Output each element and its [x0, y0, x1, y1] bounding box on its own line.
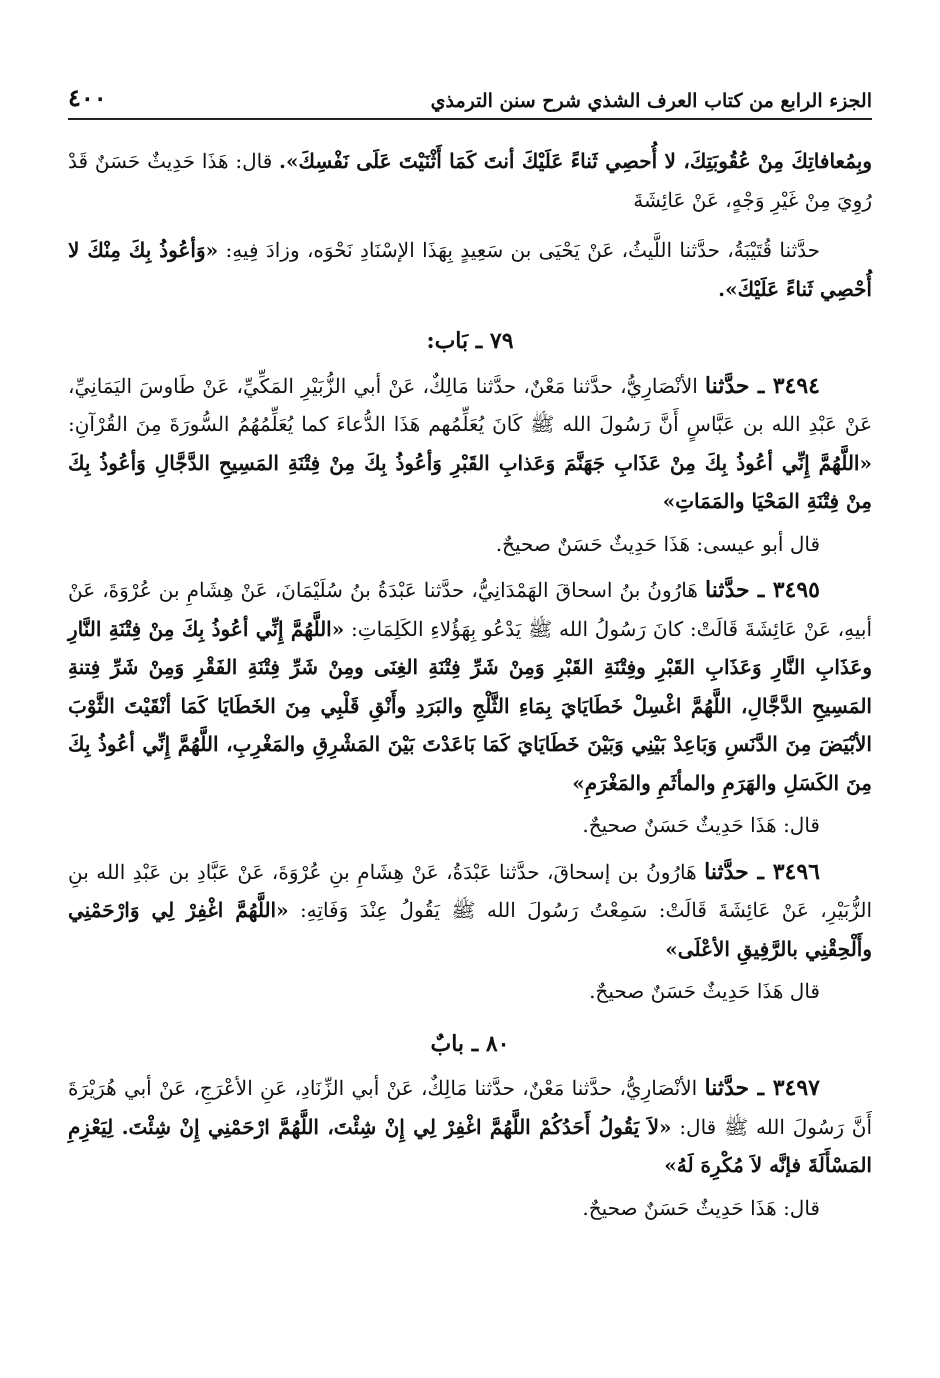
running-title: الجزء الرابع من كتاب العرف الشذي شرح سنن الترمذي — [430, 90, 872, 112]
hadith-chain: هَارُونُ بنُ اسحاقَ الهَمْدَانِيُّ، حدَّثنا عَبْدَةُ بنُ سُلَيْمَانَ، عَنْ هِشَامِ بن عُرْوَةَ، عَنْ أبيهِ، عَنْ عَائِشَةَ قَالَتْ: كانَ رَسُولُ الله ﷺ يَدْعُو بِهَؤُلاءِ الكَلِمَاتِ: — [68, 578, 873, 641]
hadith-3494 — [68, 367, 872, 521]
hadith-number: ٣٤٩٦ ـ حدَّثنا — [704, 858, 820, 885]
hadith-supplication: «اللَّهُمَّ اغْفِرْ لِي وَارْحَمْنِي وأَلْحِقْنِي بالرَّفِيقِ الأعْلَى» — [68, 898, 872, 961]
second-text: حدَّثنا قُتَيْبَةُ، حدَّثنا اللَّيثُ، عَنْ يَحْيَى بن سَعِيدٍ بِهَذَا الإسْنَادِ نَحْوَه، وزادَ فِيهِ: — [218, 238, 820, 262]
hadith-verdict: قال: هَذَا حَدِيثٌ حَسَنٌ صحيحٌ. — [582, 1195, 820, 1220]
body-text — [68, 142, 872, 1235]
hadith-chain: الأنْصَارِيُّ، حدَّثنا مَعْنٌ، حدَّثنا مَالِكٌ، عَنْ أبي الزِّنَادِ، عَنِ الأعْرَجِ، عَنْ أبي هُرَيْرَةَ أَنَّ رَسُولَ الله ﷺ قال: — [68, 1076, 872, 1139]
chapter-heading-80: ٨٠ ـ بابٌ — [430, 1030, 510, 1057]
running-header — [68, 76, 872, 120]
hadith-supplication: «اللَّهُمَّ إِنِّي أعُوذُ بِكَ مِنْ عَذَابِ جَهَنَّمَ وَعَذابِ القَبْرِ وَأعُوذُ بِكَ مِنْ فِتْنَةِ المَسِيحِ الدَّجَّالِ وَأعُوذُ بِكَ مِنْ فِتْنَةِ المَحْيَا والمَمَاتِ» — [68, 450, 872, 513]
intro-paragraph — [68, 142, 872, 219]
hadith-supplication: «اللَّهُمَّ إِنِّي أعُوذُ بِكَ مِنْ فِتْنَةِ النَّارِ وعَذَابِ النَّارِ وَعَذَابِ القَبْرِ وفِتْنَةِ القَبْرِ وَمِنْ شَرِّ فِتْنَةِ الغِنَى ومِنْ شَرِّ فِتْنَةِ الفَقْرِ وَمِنْ شَرِّ فِتنةِ المَسِيحِ الدَّجَّالِ، اللَّهُمَّ اغْسِلْ خَطَايَايَ بِمَاءِ الثَّلْجِ والبَرَدِ وأَنْقِ قَلْبِي مِنَ الخَطَايَا كَمَا أنْقَيْتَ الثَّوْبَ الأبْيَضَ مِنَ الدَّنَسِ وَبَاعِدْ بَيْنِي وَبَيْنَ خَطَايَايَ كَمَا بَاعَدْتَ بَيْنَ المَشْرِقِ والمَغْرِبِ، اللَّهُمَّ إِنِّي أعُوذُ بِكَ مِنَ الكَسَلِ والهَرَمِ والمأثَمِ والمَغْرَمِ» — [68, 616, 872, 795]
page-number: ٤٠٠ — [68, 83, 107, 112]
hadith-verdict: قال هَذَا حَدِيثٌ حَسَنٌ صحيحٌ. — [589, 979, 820, 1003]
hadith-supplication: «لاَ يَقُولُ أَحَدُكُمْ اللَّهُمَّ اغْفِرْ لِي إِنْ شِئْتَ، اللَّهُمَّ ارْحَمْنِي إِنْ شِئْتَ. لِيَعْزِمِ المَسْأَلَةَ فإنَّه لاَ مُكْرِهَ لَهُ» — [68, 1114, 872, 1177]
hadith-number: ٣٤٩٥ ـ حدَّثنا — [704, 577, 820, 603]
hadith-number: ٣٤٩٧ ـ حدَّثنا — [704, 1075, 820, 1101]
second-paragraph — [68, 231, 872, 308]
intro-supplication: وبِمُعافاتِكَ مِنْ عُقُوبَتِكَ، لا أُحصِي ثَناءً عَلَيْكَ أنتَ كَمَا أَثْنَيْتَ عَلَى نَفْسِكَ». — [279, 149, 872, 173]
hadith-verdict: قال أبو عيسى: هَذَا حَدِيثٌ حَسَنٌ صحيحٌ. — [495, 531, 820, 556]
hadith-number: ٣٤٩٤ ـ حدَّثنا — [704, 372, 820, 399]
hadith-3495 — [68, 571, 872, 802]
hadith-3496 — [68, 853, 872, 969]
hadith-chain: الأنْصَارِيُّ، حدَّثنا مَعْنٌ، حدَّثنا مَالِكٌ، عَنْ أبي الزُّبَيْرِ المَكِّيِّ، عَنْ طَاوسَ اليَمَانِيِّ، عَنْ عَبْدِ الله بن عَبَّاسٍ أَنَّ رَسُولَ الله ﷺ كَانَ يُعَلِّمُهم هَذَا الدُّعاءَ كما يُعَلِّمُهُمُ السُّورَةَ مِنَ القُرْآنِ: — [68, 373, 872, 436]
intro-text: قال: هَذَا حَدِيثٌ حَسَنٌ قَدْ رُوِيَ مِنْ غَيْرِ وَجْهٍ، عَنْ عَائِشَةَ — [68, 149, 872, 212]
hadith-chain: هَارُونُ بن إسحاقَ، حدَّثنا عَبْدَةُ، عَنْ هِشَامِ بنِ عُرْوَةَ، عَنْ عَبَّادِ بن عَبْدِ الله بنِ الزُّبَيْرِ، عَنْ عَائِشَةَ قَالَتْ: سَمِعْتُ رَسُولَ الله ﷺ يَقُولُ عِنْدَ وَفَاتِهِ: — [68, 859, 873, 922]
hadith-3497 — [68, 1069, 872, 1185]
hadith-verdict: قال: هَذَا حَدِيثٌ حَسَنٌ صحيحٌ. — [582, 813, 820, 837]
chapter-heading-79: ٧٩ ـ بَاب: — [426, 328, 514, 354]
second-supplication: «وَأعُوذُ بِكَ مِنْكَ لا أُحْصِي ثَناءً عَلَيْكَ». — [68, 238, 872, 301]
